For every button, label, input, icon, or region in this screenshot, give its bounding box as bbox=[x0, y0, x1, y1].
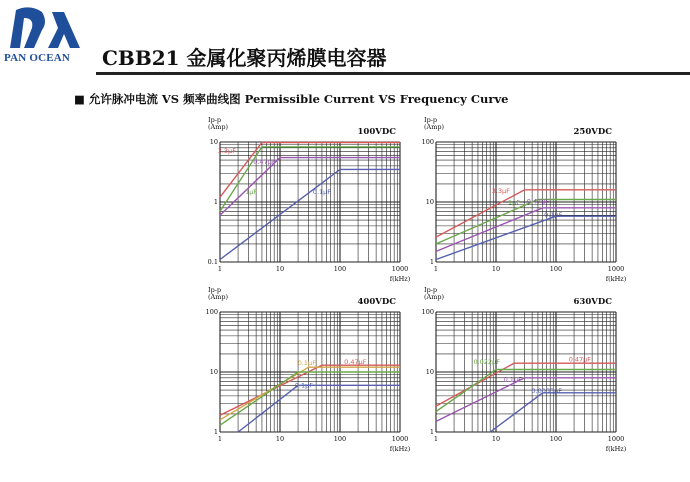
x-tick-label: 100 bbox=[333, 265, 347, 273]
series-label: 0.1μF bbox=[294, 381, 313, 390]
chart-title: 630VDC bbox=[573, 297, 612, 307]
series-label: 0.1μF bbox=[544, 211, 563, 220]
y-tick-label: 10 bbox=[209, 138, 218, 146]
series-label: 0.47μF bbox=[568, 355, 592, 364]
chart-svg bbox=[422, 116, 634, 284]
x-tick-label: 1000 bbox=[607, 435, 625, 443]
series-line bbox=[220, 158, 400, 216]
x-axis-label: f(kHz) bbox=[605, 445, 627, 453]
x-axis-label: f(kHz) bbox=[605, 275, 627, 283]
section-subtitle: ■ 允许脉冲电流 VS 频率曲线图 Permissible Current VS Frequency Curve bbox=[74, 92, 509, 106]
series-line bbox=[436, 208, 616, 252]
y-tick-label: 100 bbox=[206, 308, 218, 316]
chart-250vdc bbox=[422, 116, 634, 284]
y-tick-label: 10 bbox=[425, 198, 434, 206]
y-axis-label: Ip-p bbox=[424, 116, 438, 124]
y-axis-label: (Amp) bbox=[208, 293, 229, 301]
chart-title: 100VDC bbox=[357, 127, 396, 137]
y-tick-label: 0.1 bbox=[207, 258, 218, 266]
y-tick-label: 1 bbox=[429, 258, 434, 266]
series-label: 0.022μF bbox=[473, 358, 500, 367]
x-tick-label: 10 bbox=[491, 265, 501, 273]
x-tick-label: 100 bbox=[549, 265, 563, 273]
series-line bbox=[220, 372, 400, 425]
chart-630vdc bbox=[422, 286, 634, 454]
x-axis-label: f(kHz) bbox=[389, 445, 411, 453]
page-title: CBB21 金属化聚丙烯膜电容器 bbox=[102, 46, 387, 70]
series-label: 1μF bbox=[508, 198, 521, 207]
chart-100vdc bbox=[206, 116, 418, 284]
y-tick-label: 10 bbox=[425, 368, 434, 376]
chart-title: 400VDC bbox=[357, 297, 396, 307]
chart-svg bbox=[206, 116, 418, 284]
x-tick-label: 1000 bbox=[391, 265, 409, 273]
x-tick-label: 1 bbox=[217, 435, 223, 443]
series-label: 0.1μF bbox=[503, 375, 522, 384]
y-tick-label: 1 bbox=[213, 198, 218, 206]
series-label: 0.47μF bbox=[253, 157, 276, 166]
x-tick-label: 10 bbox=[275, 265, 285, 273]
series-line bbox=[436, 200, 616, 244]
series-label: 0.47μF bbox=[526, 197, 550, 206]
series-label: 0.47μF bbox=[344, 358, 367, 367]
series-line bbox=[238, 385, 400, 432]
series-label: 1μF bbox=[245, 188, 258, 197]
series-label: 0.1μF bbox=[297, 359, 316, 368]
x-tick-label: 100 bbox=[549, 435, 563, 443]
y-tick-label: 10 bbox=[209, 368, 218, 376]
y-axis-label: Ip-p bbox=[208, 286, 222, 294]
grid-lines bbox=[436, 312, 616, 432]
x-tick-label: 1 bbox=[217, 265, 223, 273]
series-line bbox=[436, 378, 616, 422]
chart-svg bbox=[422, 286, 634, 454]
series-label: 3.3μF bbox=[491, 187, 510, 196]
logo-text: PAN OCEAN bbox=[4, 52, 71, 64]
series-line bbox=[220, 169, 400, 259]
x-tick-label: 1000 bbox=[391, 435, 409, 443]
x-tick-label: 1 bbox=[433, 265, 439, 273]
y-axis-label: (Amp) bbox=[208, 123, 229, 131]
x-tick-label: 10 bbox=[275, 435, 285, 443]
y-tick-label: 100 bbox=[422, 138, 434, 146]
x-axis-label: f(kHz) bbox=[389, 275, 411, 283]
x-tick-label: 10 bbox=[491, 435, 501, 443]
series-line bbox=[220, 367, 400, 420]
title-rule bbox=[96, 72, 690, 75]
series-label: 3.3μF bbox=[217, 147, 236, 156]
y-tick-label: 1 bbox=[213, 428, 218, 436]
y-axis-label: (Amp) bbox=[424, 293, 445, 301]
y-axis-label: Ip-p bbox=[424, 286, 438, 294]
y-axis-label: Ip-p bbox=[208, 116, 222, 124]
series-label: 0.1μF bbox=[312, 188, 332, 197]
chart-svg bbox=[206, 286, 418, 454]
series-label: 0.0033μF bbox=[531, 386, 563, 395]
x-tick-label: 100 bbox=[333, 435, 347, 443]
y-tick-label: 1 bbox=[429, 428, 434, 436]
x-tick-label: 1000 bbox=[607, 265, 625, 273]
x-tick-label: 1 bbox=[433, 435, 439, 443]
grid-lines bbox=[217, 142, 400, 262]
y-axis-label: (Amp) bbox=[424, 123, 445, 131]
chart-title: 250VDC bbox=[573, 127, 612, 137]
chart-400vdc bbox=[206, 286, 418, 454]
y-tick-label: 100 bbox=[422, 308, 434, 316]
